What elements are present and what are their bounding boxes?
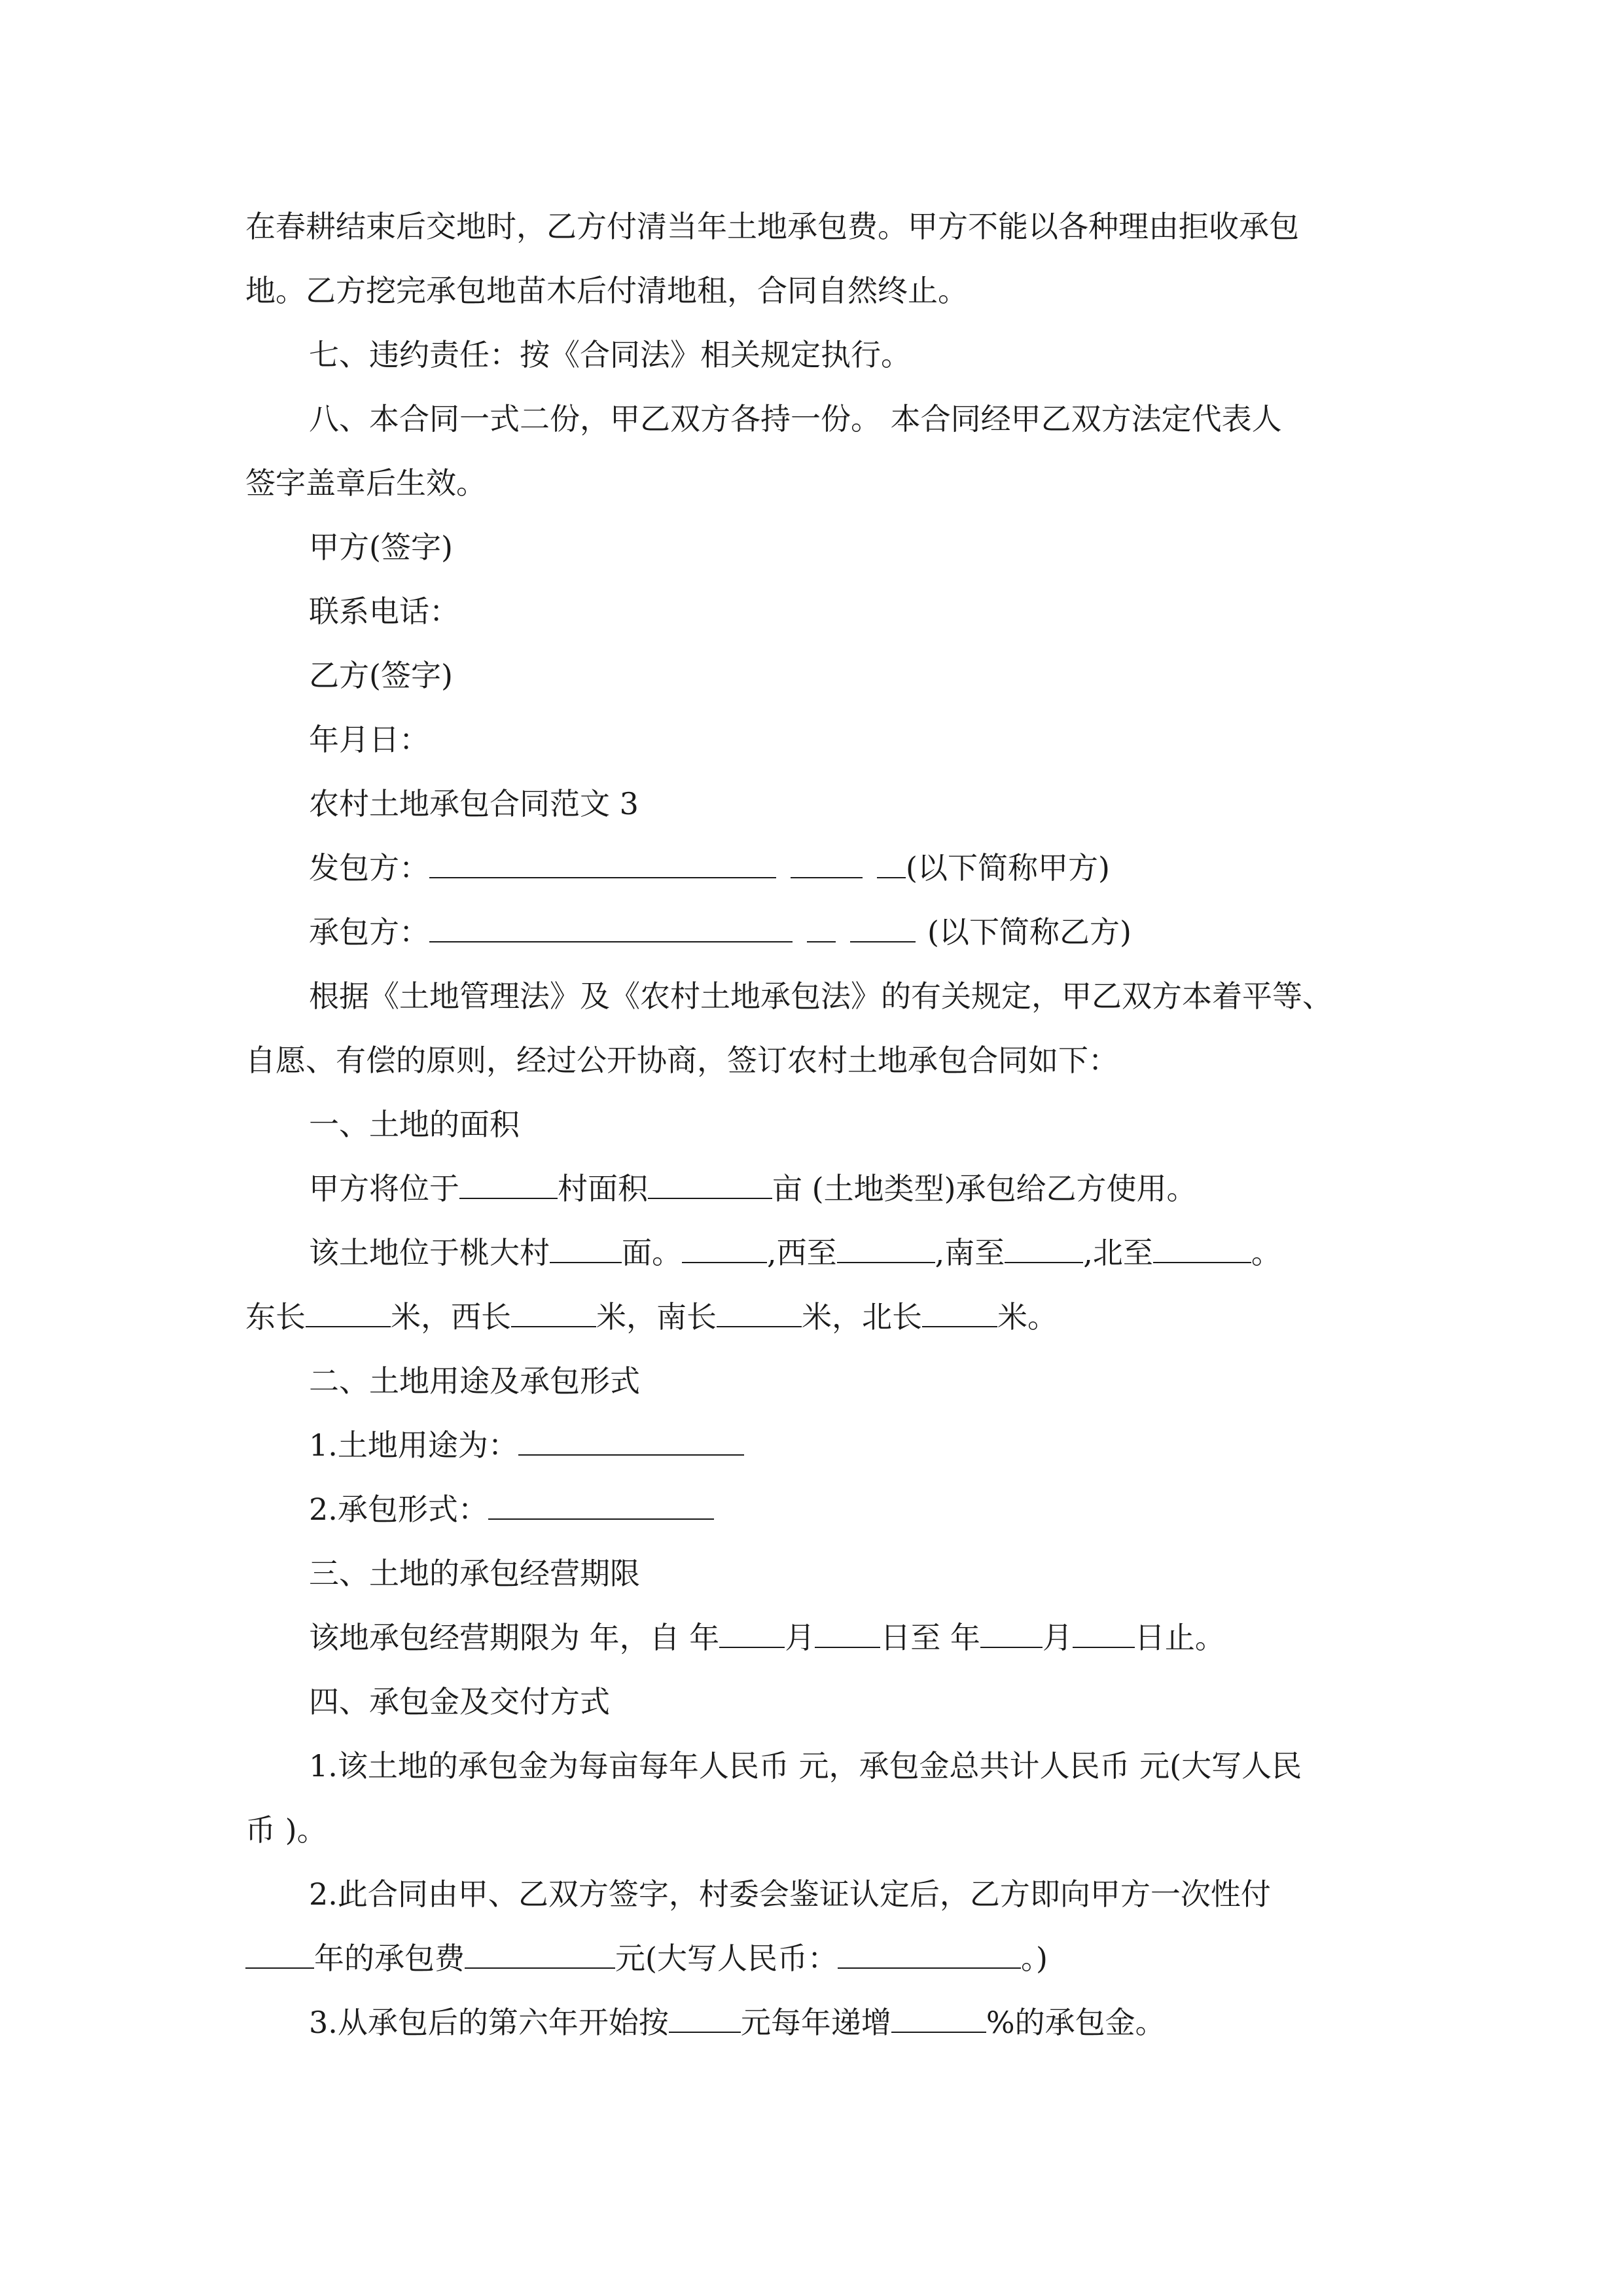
text-segment: ,西至 bbox=[767, 1235, 837, 1270]
issuer-suffix: (以下简称甲方) bbox=[906, 850, 1110, 886]
text-segment: %的承包金。 bbox=[986, 2005, 1166, 2040]
fill-blank bbox=[511, 1300, 596, 1327]
form-line bbox=[309, 1491, 714, 1528]
fill-blank bbox=[682, 1236, 767, 1263]
paragraph-line: 币 )。 bbox=[245, 1812, 327, 1848]
paragraph-line: 1.该土地的承包金为每亩每年人民币 元，承包金总共计人民币 元(大写人民 bbox=[309, 1748, 1302, 1784]
text-segment: 3.从承包后的第六年开始按 bbox=[309, 2005, 669, 2040]
paragraph-line: 八、本合同一式二份，甲乙双方各持一份。 本合同经甲乙双方法定代表人 bbox=[309, 401, 1282, 437]
text-segment: 面。 bbox=[622, 1235, 682, 1270]
paragraph-line: 自愿、有偿的原则，经过公开协商，签订农村土地承包合同如下： bbox=[245, 1043, 1118, 1078]
text-segment: 米，西长 bbox=[391, 1299, 511, 1335]
text-segment: 甲方将位于 bbox=[309, 1171, 459, 1206]
fill-blank bbox=[717, 1300, 802, 1327]
fill-blank bbox=[669, 2005, 741, 2033]
fill-blank bbox=[518, 1428, 744, 1456]
fill-blank bbox=[648, 1172, 772, 1199]
party-a-signature: 甲方(签字) bbox=[309, 529, 453, 565]
fill-blank bbox=[488, 1492, 714, 1520]
section-heading: 二、土地用途及承包形式 bbox=[309, 1363, 640, 1399]
paragraph-line: 地。乙方挖完承包地苗木后付清地租，合同自然终止。 bbox=[245, 273, 968, 308]
section-title: 农村土地承包合同范文 3 bbox=[309, 786, 639, 821]
issuer-label: 发包方： bbox=[309, 850, 429, 886]
fill-blank bbox=[429, 851, 776, 878]
section-heading: 一、土地的面积 bbox=[309, 1107, 520, 1142]
contractor-line bbox=[309, 914, 1132, 950]
paragraph-line: 签字盖章后生效。 bbox=[245, 465, 486, 501]
use-line bbox=[309, 1427, 744, 1463]
contractor-suffix: (以下简称乙方) bbox=[927, 914, 1132, 950]
fill-blank bbox=[245, 1941, 314, 1969]
term-line bbox=[309, 1619, 1225, 1656]
fill-blank bbox=[465, 1941, 615, 1969]
text-segment: 1.土地用途为： bbox=[309, 1427, 518, 1463]
text-segment: 东长 bbox=[245, 1299, 306, 1335]
text-segment: 月 bbox=[1042, 1620, 1073, 1655]
fill-blank bbox=[850, 915, 916, 942]
location-line bbox=[309, 1234, 1281, 1271]
fill-blank bbox=[1153, 1236, 1251, 1263]
fill-blank bbox=[1073, 1621, 1135, 1648]
contractor-label: 承包方： bbox=[309, 914, 429, 950]
text-segment: 米，北长 bbox=[802, 1299, 922, 1335]
text-segment: 年的承包费 bbox=[314, 1941, 465, 1976]
contact-phone: 联系电话： bbox=[309, 594, 459, 629]
length-line bbox=[245, 1299, 1058, 1335]
fill-blank bbox=[877, 851, 906, 878]
fill-blank bbox=[1005, 1236, 1083, 1263]
fill-blank bbox=[719, 1621, 785, 1648]
party-b-signature: 乙方(签字) bbox=[309, 658, 453, 693]
breach-clause: 七、违约责任：按《合同法》相关规定执行。 bbox=[309, 337, 911, 372]
section-heading: 三、土地的承包经营期限 bbox=[309, 1556, 640, 1591]
fill-blank bbox=[807, 915, 836, 942]
text-segment: ,南至 bbox=[935, 1235, 1005, 1270]
text-segment: 日止。 bbox=[1134, 1620, 1225, 1655]
text-segment: 米。 bbox=[997, 1299, 1058, 1335]
payment-line bbox=[245, 1940, 1048, 1977]
text-segment: 米，南长 bbox=[596, 1299, 717, 1335]
fill-blank bbox=[306, 1300, 391, 1327]
text-segment: 月 bbox=[785, 1620, 815, 1655]
text-segment: 村面积 bbox=[558, 1171, 648, 1206]
text-segment: 。) bbox=[1020, 1941, 1048, 1976]
increase-line bbox=[309, 2004, 1166, 2041]
fill-blank bbox=[429, 915, 793, 942]
text-segment: 元每年递增 bbox=[740, 2005, 891, 2040]
text-segment: 该土地位于桃大村 bbox=[309, 1235, 550, 1270]
fill-blank bbox=[922, 1300, 997, 1327]
signature-date: 年月日： bbox=[309, 722, 429, 757]
fill-blank bbox=[815, 1621, 880, 1648]
text-segment: 。 bbox=[1251, 1235, 1281, 1270]
fill-blank bbox=[459, 1172, 558, 1199]
text-segment: 亩 (土地类型)承包给乙方使用。 bbox=[772, 1171, 1197, 1206]
paragraph-line: 根据《土地管理法》及《农村土地承包法》的有关规定，甲乙双方本着平等、 bbox=[309, 978, 1332, 1014]
section-heading: 四、承包金及交付方式 bbox=[309, 1684, 610, 1719]
area-line bbox=[309, 1170, 1197, 1207]
fill-blank bbox=[838, 1941, 1021, 1969]
text-segment: 日至 年 bbox=[880, 1620, 980, 1655]
issuer-line bbox=[309, 850, 1110, 886]
text-segment: 2.承包形式： bbox=[309, 1492, 488, 1527]
fill-blank bbox=[837, 1236, 935, 1263]
text-segment: ,北至 bbox=[1083, 1235, 1153, 1270]
text-segment: 该地承包经营期限为 年，自 年 bbox=[309, 1620, 720, 1655]
text-segment: 元(大写人民币： bbox=[615, 1941, 838, 1976]
paragraph-line: 2.此合同由甲、乙双方签字，村委会鉴证认定后，乙方即向甲方一次性付 bbox=[309, 1876, 1271, 1912]
fill-blank bbox=[550, 1236, 622, 1263]
fill-blank bbox=[980, 1621, 1043, 1648]
fill-blank bbox=[891, 2005, 986, 2033]
fill-blank bbox=[791, 851, 863, 878]
paragraph-line: 在春耕结束后交地时，乙方付清当年土地承包费。甲方不能以各种理由拒收承包 bbox=[245, 209, 1299, 244]
